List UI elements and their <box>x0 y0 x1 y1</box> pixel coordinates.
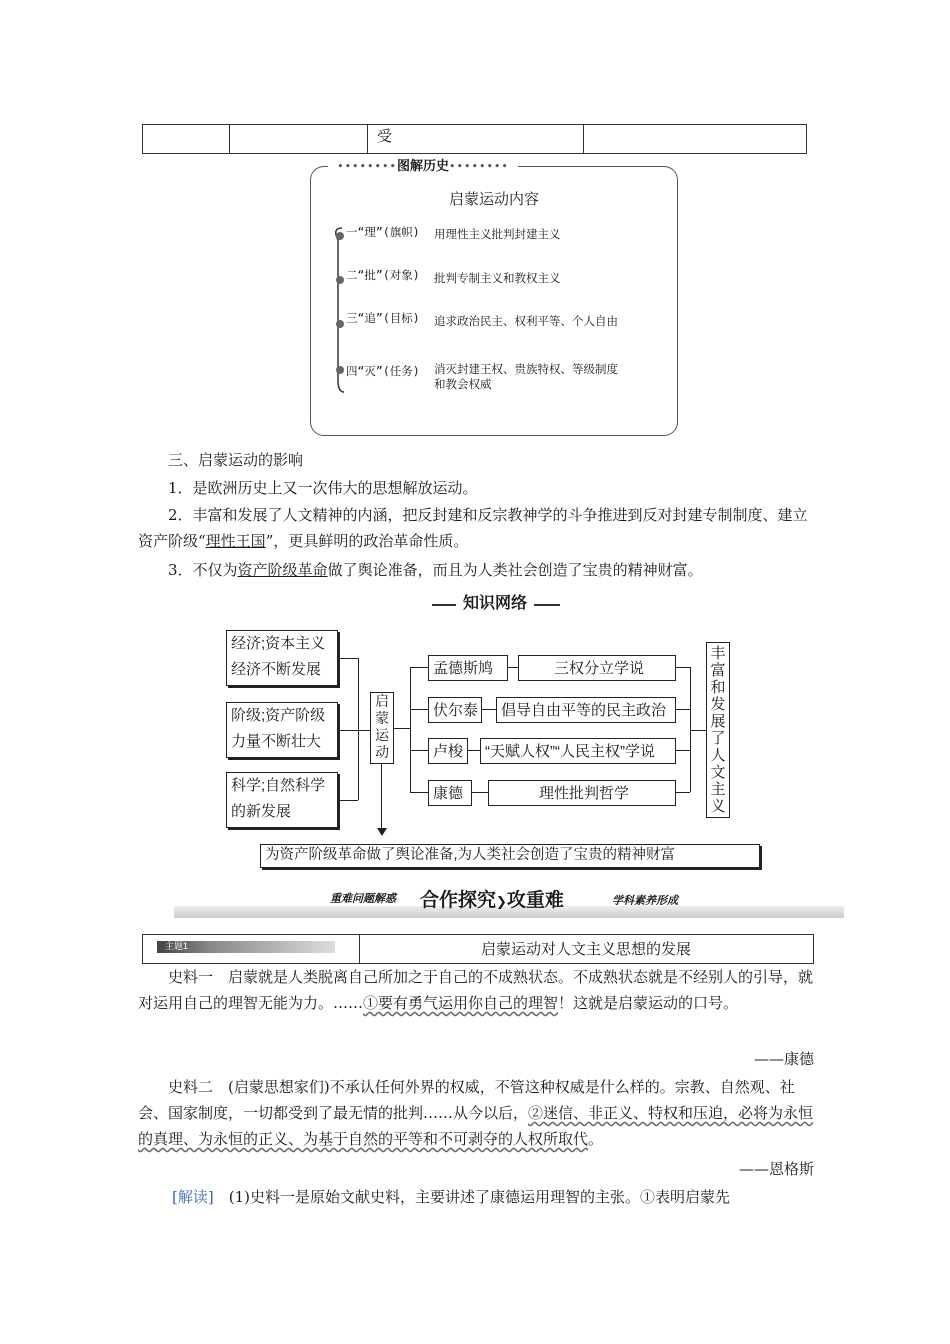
banner-left: 重难问题解惑 <box>330 893 396 905</box>
interpretation-tag: [解读] <box>172 1188 214 1206</box>
top-table-row <box>142 124 807 154</box>
topic-bar <box>142 934 814 964</box>
table-cell <box>143 125 230 153</box>
connector <box>340 658 358 659</box>
diagram-item-text: 追求政治民主、权利平等、个人自由 <box>434 314 618 328</box>
connector <box>358 658 359 800</box>
thinker-box: 孟德斯鸠 <box>428 655 508 681</box>
connector <box>410 709 428 710</box>
center-box: 启 蒙 运 动 <box>370 692 394 764</box>
table-cell-text: 受 <box>377 127 393 145</box>
diagram-item-label: 一“理”(旗帜) <box>346 225 420 239</box>
diagram-header: ••••••••图解历史•••••••• <box>328 157 518 177</box>
connector <box>676 750 690 751</box>
bullet-dot <box>336 320 344 328</box>
table-cell <box>367 125 584 153</box>
thinker-box: 康德 <box>428 780 472 806</box>
paragraph: 3．不仅为资产阶级革命做了舆论准备，而且为人类社会创造了宝贵的精神财富。 <box>168 561 703 579</box>
banner-main: 合作探究❯攻重难 <box>420 890 564 911</box>
material-1-source: ——康德 <box>753 1050 814 1068</box>
interpretation: [解读] (1)史料一是原始文献史料，主要讲述了康德运用理智的主张。①表明启蒙先 <box>172 1188 730 1206</box>
connector <box>340 800 358 801</box>
connector <box>482 709 496 710</box>
connector <box>410 667 428 668</box>
diagram-item-text: 用理性主义批判封建主义 <box>434 227 561 241</box>
idea-box: 三权分立学说 <box>518 655 676 681</box>
diagram-item-text: 消灭封建王权、贵族特权、等级制度 <box>434 362 618 376</box>
diagram-item-text: 和教会权威 <box>434 377 492 391</box>
section-heading: 三、启蒙运动的影响 <box>168 451 304 469</box>
topic-tag-cell <box>143 935 360 963</box>
thinker-box: 卢梭 <box>428 738 468 764</box>
cause-box: 经济;资本主义 经济不断发展 <box>226 630 338 686</box>
bullet-dot <box>336 276 344 284</box>
connector <box>410 792 428 793</box>
connector <box>410 750 428 751</box>
conclusion-box: 为资产阶级革命做了舆论准备,为人类社会创造了宝贵的精神财富 <box>260 844 760 868</box>
paragraph: 2．丰富和发展了人文精神的内涵，把反封建和反宗教神学的斗争推进到反对封建专制制度、建立资产阶级“理性王国”，更具鲜明的政治革命性质。 <box>138 506 808 550</box>
material-1: 史料一 启蒙就是人类脱离自己所加之于自己的不成熟状态。不成熟状态就是不经别人的引导，就对运用自己的理智无能为力。……①要有勇气运用你自己的理智！这就是启蒙运动的口号。 <box>138 968 814 1012</box>
topic-title: 启蒙运动对人文主义思想的发展 <box>480 940 691 958</box>
thinker-box: 伏尔泰 <box>428 697 482 723</box>
result-box: 丰 富 和 发 展 了 人 文 主 义 <box>706 642 730 818</box>
connector <box>676 792 690 793</box>
connector <box>508 667 518 668</box>
cause-box: 阶级;资产阶级 力量不断壮大 <box>226 702 338 758</box>
diagram-title: 启蒙运动内容 <box>448 190 539 208</box>
connector <box>410 667 411 792</box>
connector <box>394 728 410 729</box>
diagram-item-label: 四“灭”(任务) <box>346 364 420 378</box>
material-2-source: ——恩格斯 <box>738 1160 814 1178</box>
bullet-dot <box>336 232 344 240</box>
bullet-dot <box>336 366 344 374</box>
cause-box: 科学;自然科学 的新发展 <box>226 772 338 828</box>
connector <box>472 792 488 793</box>
arrow-down <box>381 764 382 834</box>
material-2: 史料二 (启蒙思想家们)不承认任何外界的权威，不管这种权威是什么样的。宗教、自然观、社会、国家制度，一切都受到了最无情的批判……从今以后，②迷信、非正义、特权和压迫，必将为永恒的真理、为永恒的正义、为基于自然的平等和不可剥夺的人权所取代。 <box>138 1078 814 1148</box>
banner-right: 学科素养形成 <box>612 895 678 907</box>
idea-box: 倡导自由平等的民主政治 <box>496 697 676 723</box>
topic-tag: 主题1 <box>165 941 189 951</box>
arrow-head <box>377 828 387 836</box>
paragraph: 1．是欧洲历史上又一次伟大的思想解放运动。 <box>168 479 478 497</box>
connector <box>690 730 706 731</box>
diagram-item-text: 批判专制主义和教权主义 <box>434 271 561 285</box>
table-cell <box>229 125 368 153</box>
connector <box>676 667 690 668</box>
diagram-item-label: 二“批”(对象) <box>346 268 420 282</box>
idea-box: “天赋人权”“人民主权”学说 <box>480 738 676 764</box>
connector <box>468 750 480 751</box>
network-banner: 知识网络 <box>456 593 534 615</box>
connector <box>340 730 370 731</box>
connector <box>676 709 690 710</box>
diagram-item-label: 三“追”(目标) <box>346 311 420 325</box>
idea-box: 理性批判哲学 <box>488 780 676 806</box>
